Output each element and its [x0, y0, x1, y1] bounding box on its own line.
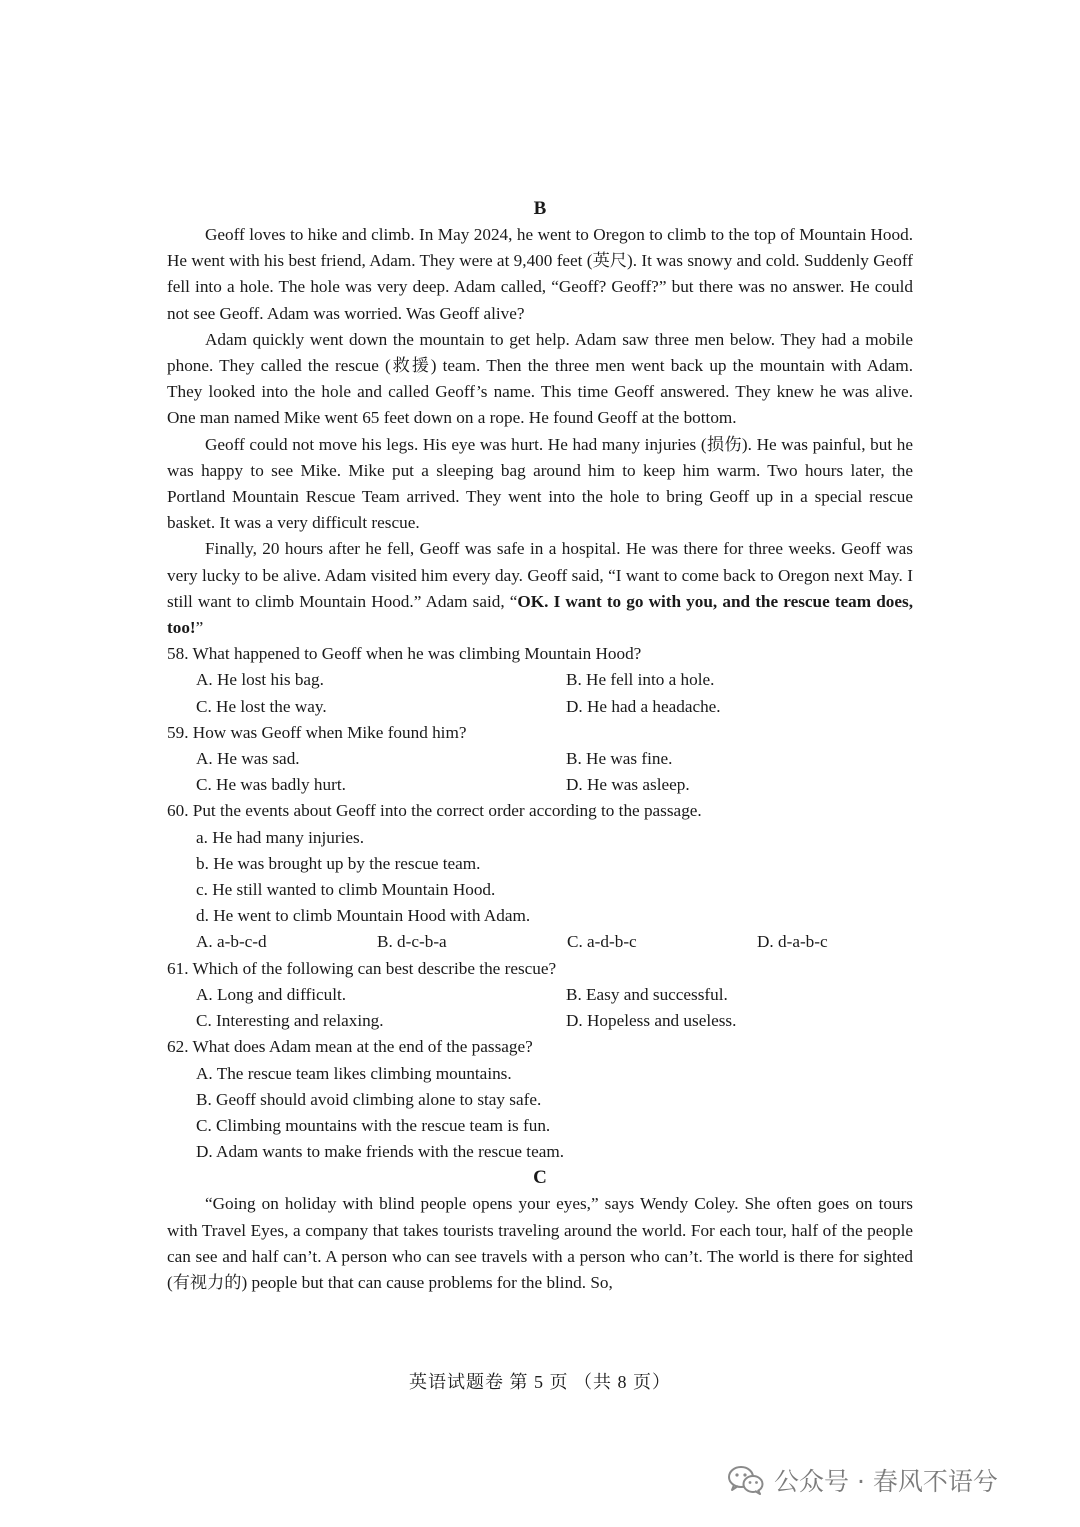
section-c-title: C: [533, 1167, 547, 1189]
watermark-text: 公众号 · 春风不语兮: [774, 1467, 998, 1496]
question-62-option-b: B. Geoff should avoid climbing alone to stay safe.: [196, 1089, 542, 1109]
watermark: [728, 1462, 998, 1498]
question-58-option-a: A. He lost his bag.: [196, 670, 324, 690]
paragraph-4-text: Finally, 20 hours after he fell, Geoff was safe in a hospital. He was there for three weeks. Geoff was very lucky to be alive. Adam visited him every day. Geoff said, “I want to come back to Oregon next May. I still want to climb Mountain Hood.” Adam said, “: [167, 539, 913, 611]
question-60-options: [167, 929, 913, 955]
question-58-stem: 58. What happened to Geoff when he was climbing Mountain Hood?: [167, 644, 642, 664]
question-60-option-c: C. a-d-b-c: [567, 932, 637, 952]
question-59-option-b: B. He was fine.: [566, 749, 673, 769]
paragraph-4-close-quote: ”: [195, 618, 204, 638]
question-58-option-c: C. He lost the way.: [196, 696, 327, 716]
wechat-icon: [728, 1465, 764, 1495]
exam-page: [167, 196, 913, 1296]
question-59-option-d: D. He was asleep.: [566, 775, 690, 795]
question-58-option-b: B. He fell into a hole.: [566, 670, 715, 690]
question-60-option-b: B. d-c-b-a: [377, 932, 447, 952]
question-62-option-a: A. The rescue team likes climbing mountains.: [196, 1063, 512, 1083]
question-60-option-d: D. d-a-b-c: [757, 932, 828, 952]
question-60-event-c: c. He still wanted to climb Mountain Hood.: [196, 880, 496, 900]
question-62-options: [167, 1061, 913, 1166]
question-62-option-c: C. Climbing mountains with the rescue team is fun.: [196, 1115, 551, 1135]
question-61-options: [167, 982, 913, 1034]
question-58-option-d: D. He had a headache.: [566, 696, 721, 716]
section-b-paragraph-4: [167, 536, 913, 641]
question-59-option-a: A. He was sad.: [196, 749, 300, 769]
question-60-stem: 60. Put the events about Geoff into the correct order according to the passage.: [167, 801, 702, 821]
question-60-event-b: b. He was brought up by the rescue team.: [196, 853, 481, 873]
question-59-options: [167, 746, 913, 798]
paragraph-4-bold-quote: OK. I want to go with you, and the rescue team does, too!: [167, 591, 913, 638]
question-60-option-a: A. a-b-c-d: [196, 932, 267, 952]
question-58-options: [167, 667, 913, 719]
question-62-stem: 62. What does Adam mean at the end of the passage?: [167, 1037, 533, 1057]
question-59-stem: 59. How was Geoff when Mike found him?: [167, 722, 467, 742]
section-c-paragraph-1: “Going on holiday with blind people opens your eyes,” says Wendy Coley. She often goes on tours with Travel Eyes, a company that takes tourists traveling around the world. For each tour, half of the people can see and half can’t. A person who can see travels with a person who can’t. The world is there for sighted (有视力的) people but that can cause problems for the blind. So,: [167, 1194, 913, 1292]
section-b-paragraph-1: Geoff loves to hike and climb. In May 2024, he went to Oregon to climb to the top of Mountain Hood. He went with his best friend, Adam. They were at 9,400 feet (英尺). It was snowy and cold. Suddenly Geoff fell into a hole. The hole was very deep. Adam called, “Geoff? Geoff?” but there was no answer. He could not see Geoff. Adam was worried. Was Geoff alive?: [167, 225, 913, 323]
question-61-option-d: D. Hopeless and useless.: [566, 1011, 737, 1031]
question-61-option-c: C. Interesting and relaxing.: [196, 1011, 384, 1031]
question-60-events: [167, 825, 913, 930]
question-61-option-a: A. Long and difficult.: [196, 984, 347, 1004]
section-b-paragraph-3: Geoff could not move his legs. His eye was hurt. He had many injuries (损伤). He was painful, but he was happy to see Mike. Mike put a sleeping bag around him to keep him warm. Two hours later, the Portland Mountain Rescue Team arrived. They went into the hole to bring Geoff up in a special rescue basket. It was a very difficult rescue.: [167, 434, 913, 533]
question-60-event-a: a. He had many injuries.: [196, 827, 365, 847]
section-b-paragraph-2: Adam quickly went down the mountain to get help. Adam saw three men below. They had a mobile phone. They called the rescue (救援) team. Then the three men went back up the mountain with Adam. They looked into the hole and called Geoff’s name. This time Geoff answered. They knew he was alive. One man named Mike went 65 feet down on a rope. He found Geoff at the bottom.: [167, 329, 913, 428]
question-61-option-b: B. Easy and successful.: [566, 984, 728, 1004]
page-footer: 英语试题卷 第 5 页 （共 8 页）: [409, 1372, 671, 1392]
question-61-stem: 61. Which of the following can best describe the rescue?: [167, 958, 557, 978]
question-59-option-c: C. He was badly hurt.: [196, 775, 346, 795]
section-b-title: B: [533, 198, 547, 219]
question-60-event-d: d. He went to climb Mountain Hood with Adam.: [196, 906, 531, 926]
question-62-option-d: D. Adam wants to make friends with the rescue team.: [196, 1142, 564, 1162]
